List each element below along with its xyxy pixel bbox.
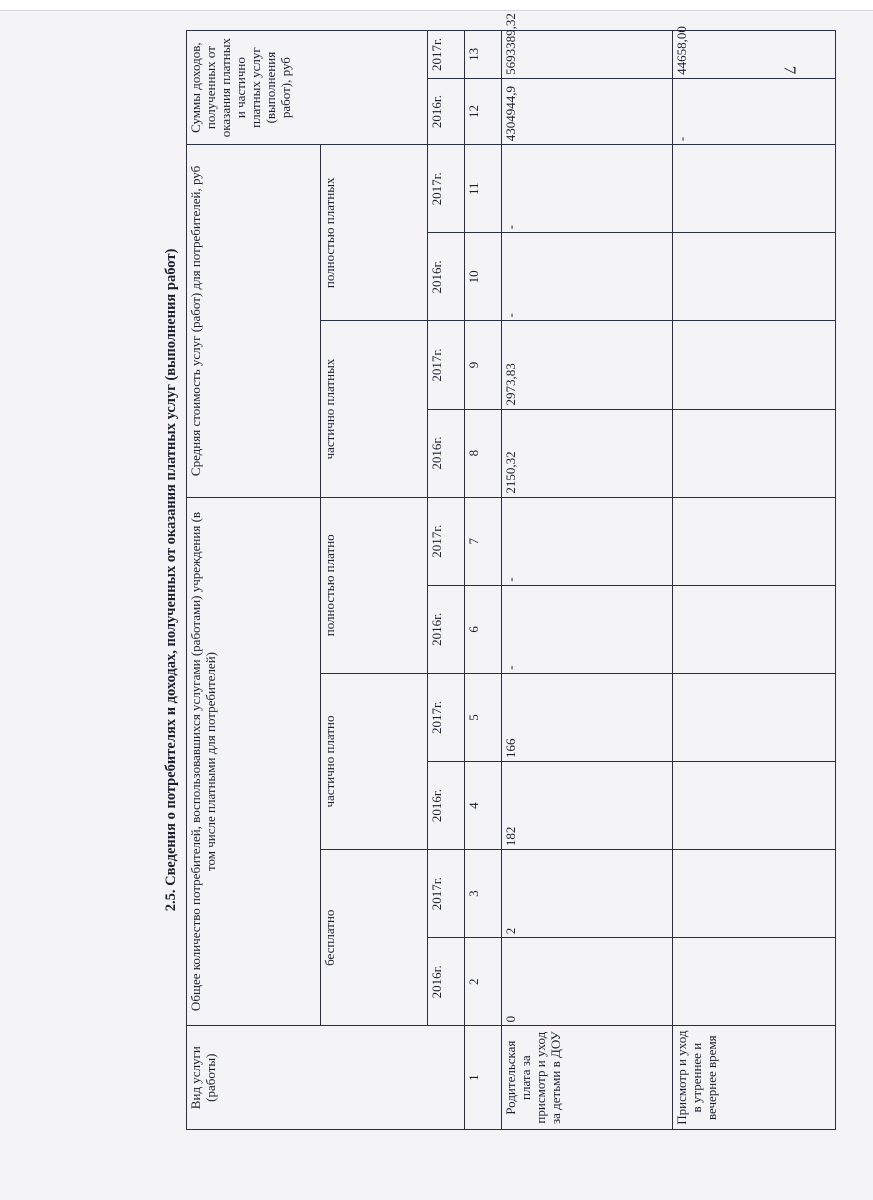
service-name: Присмотр и уход в утреннее и вечернее время [672,1026,835,1130]
value-cell [672,497,835,585]
year-cell: 2016г. [428,938,465,1026]
consumers-income-table [186,13,836,1130]
value-cell [672,321,835,409]
header-consumers: Общее количество потребителей, воспользовавшихся услугами (работами) учреждения (в том числе платными для потребителей) [187,497,321,1026]
header-partial: частично платно [320,673,428,849]
value-cell: 2 [502,850,673,938]
value-cell: - [502,145,673,233]
value-cell [672,233,835,321]
page-number: 7 [780,65,800,75]
column-number: 4 [465,762,502,850]
header-row-groups [187,31,321,1130]
table-row [672,31,835,1130]
column-number: 5 [465,673,502,761]
header-partial-paid: частично платных [320,321,428,497]
value-cell: - [502,497,673,585]
value-cell [672,938,835,1026]
value-cell [672,145,835,233]
year-cell: 2016г. [428,585,465,673]
header-full: полностью платно [320,497,428,673]
column-number: 6 [465,585,502,673]
column-number: 7 [465,497,502,585]
value-cell [672,409,835,497]
value-cell [672,762,835,850]
year-cell: 2017г. [428,850,465,938]
value-cell: - [502,585,673,673]
value-cell [672,673,835,761]
column-number: 8 [465,409,502,497]
year-cell: 2016г. [428,762,465,850]
service-name: Родительская плата за присмотр и уход за детьми в ДОУ [502,1026,673,1130]
header-row-subgroups [320,31,428,1130]
header-row-years [428,31,465,1130]
year-cell: 2017г. [428,31,465,79]
year-cell: 2016г. [428,78,465,144]
year-cell: 2017г. [428,673,465,761]
value-cell: 0 [502,938,673,1026]
value-cell: 2150,32 [502,409,673,497]
year-cell: 2016г. [428,409,465,497]
column-number: 2 [465,938,502,1026]
header-income: Суммы доходов, полученных от оказания платных и частично платных услуг (выполнения работ), руб [187,31,428,145]
column-number: 1 [465,1026,502,1130]
column-number: 12 [465,78,502,144]
header-free: бесплатно [320,850,428,1026]
column-number: 9 [465,321,502,409]
value-cell: 166 [502,673,673,761]
value-cell: 182 [502,762,673,850]
scan-top-edge [0,0,873,11]
header-row-numbers [465,31,502,1130]
value-cell [672,585,835,673]
header-full-paid: полностью платных [320,145,428,321]
value-cell: 2973,83 [502,321,673,409]
year-cell: 2017г. [428,497,465,585]
header-service: Вид услуги (работы) [187,1026,465,1130]
section-title: 2.5. Сведения о потребителях и доходах, полученных от оказания платных услуг (выполнения работ) [163,248,179,912]
column-number: 10 [465,233,502,321]
value-cell: - [502,233,673,321]
column-number: 13 [465,31,502,79]
column-number: 3 [465,850,502,938]
rotated-page-content [156,13,871,1130]
column-number: 11 [465,145,502,233]
year-cell: 2017г. [428,321,465,409]
year-cell: 2016г. [428,233,465,321]
value-cell: 5693389,32 [502,31,673,79]
year-cell: 2017г. [428,145,465,233]
header-avg-cost: Средняя стоимость услуг (работ) для потребителей, руб [187,145,321,497]
value-cell: 4304944,9 [502,78,673,144]
value-cell: 44658,00 [672,31,835,79]
table-row [502,31,673,1130]
value-cell [672,850,835,938]
value-cell: - [672,78,835,144]
